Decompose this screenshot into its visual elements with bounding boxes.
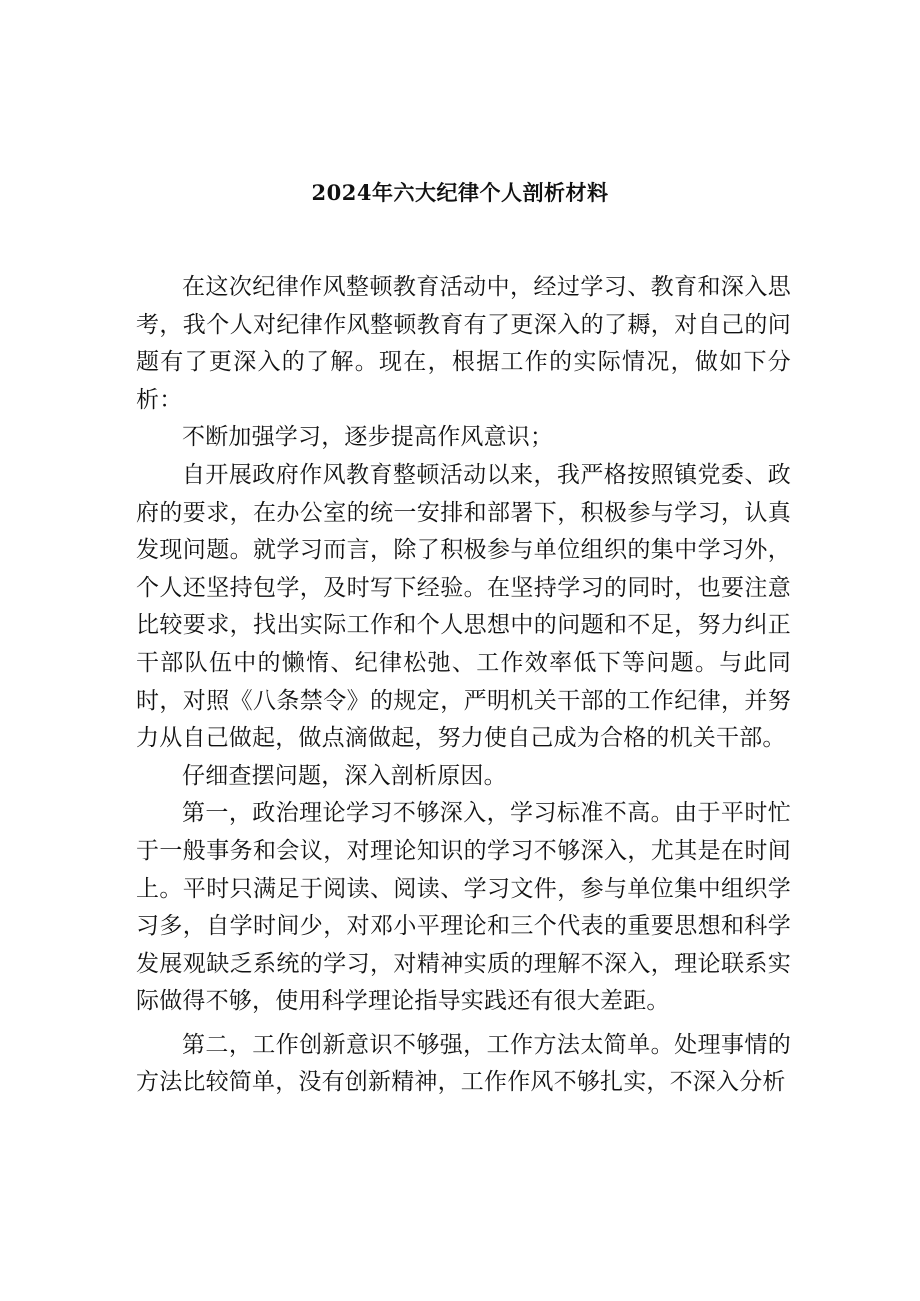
paragraph-heading-problems: 仔细查摆问题，深入剖析原因。 [182, 762, 507, 789]
paragraph-intro: 在这次纪律作风整顿教育活动中，经过学习、教育和深入思考，我个人对纪律作风整顿教育有了更深入的了耨，对自己的问题有了更深入的了解。现在，根据工作的实际情况，做如下分析： [136, 274, 791, 413]
document-body [136, 269, 791, 1102]
paragraph-study-detail: 自开展政府作风教育整顿活动以来，我严格按照镇党委、政府的要求，在办公室的统一安排和部署下，积极参与学习，认真发现问题。就学习而言，除了积极参与单位组织的集中学习外，个人还坚持包学，及时写下经验。在坚持学习的同时，也要注意比较要求，找出实际工作和个人思想中的问题和不足，努力纠正干部队伍中的懒惰、纪律松弛、工作效率低下等问题。与此同时，对照《八条禁令》的规定，严明机关干部的工作纪律，并努力从自己做起，做点滴做起，努力使自己成为合格的机关干部。 [136, 461, 791, 752]
paragraph-problem-one: 第一，政治理论学习不够深入，学习标准不高。由于平时忙于一般事务和会议，对理论知识的学习不够深入，尤其是在时间上。平时只满足于阅读、阅读、学习文件，参与单位集中组织学习多，自学时间少，对邓小平理论和三个代表的重要思想和科学发展观缺乏系统的学习，对精神实质的理解不深入，理论联系实际做得不够，使用科学理论指导实践还有很大差距。 [136, 800, 791, 1015]
paragraph-heading-study: 不断加强学习，逐步提高作风意识； [182, 424, 554, 451]
document-title: 2024年六大纪律个人剖析材料 [311, 180, 609, 205]
paragraph-problem-two: 第二，工作创新意识不够强，工作方法太简单。处理事情的方法比较简单，没有创新精神，工作作风不够扎实，不深入分析 [136, 1031, 791, 1096]
